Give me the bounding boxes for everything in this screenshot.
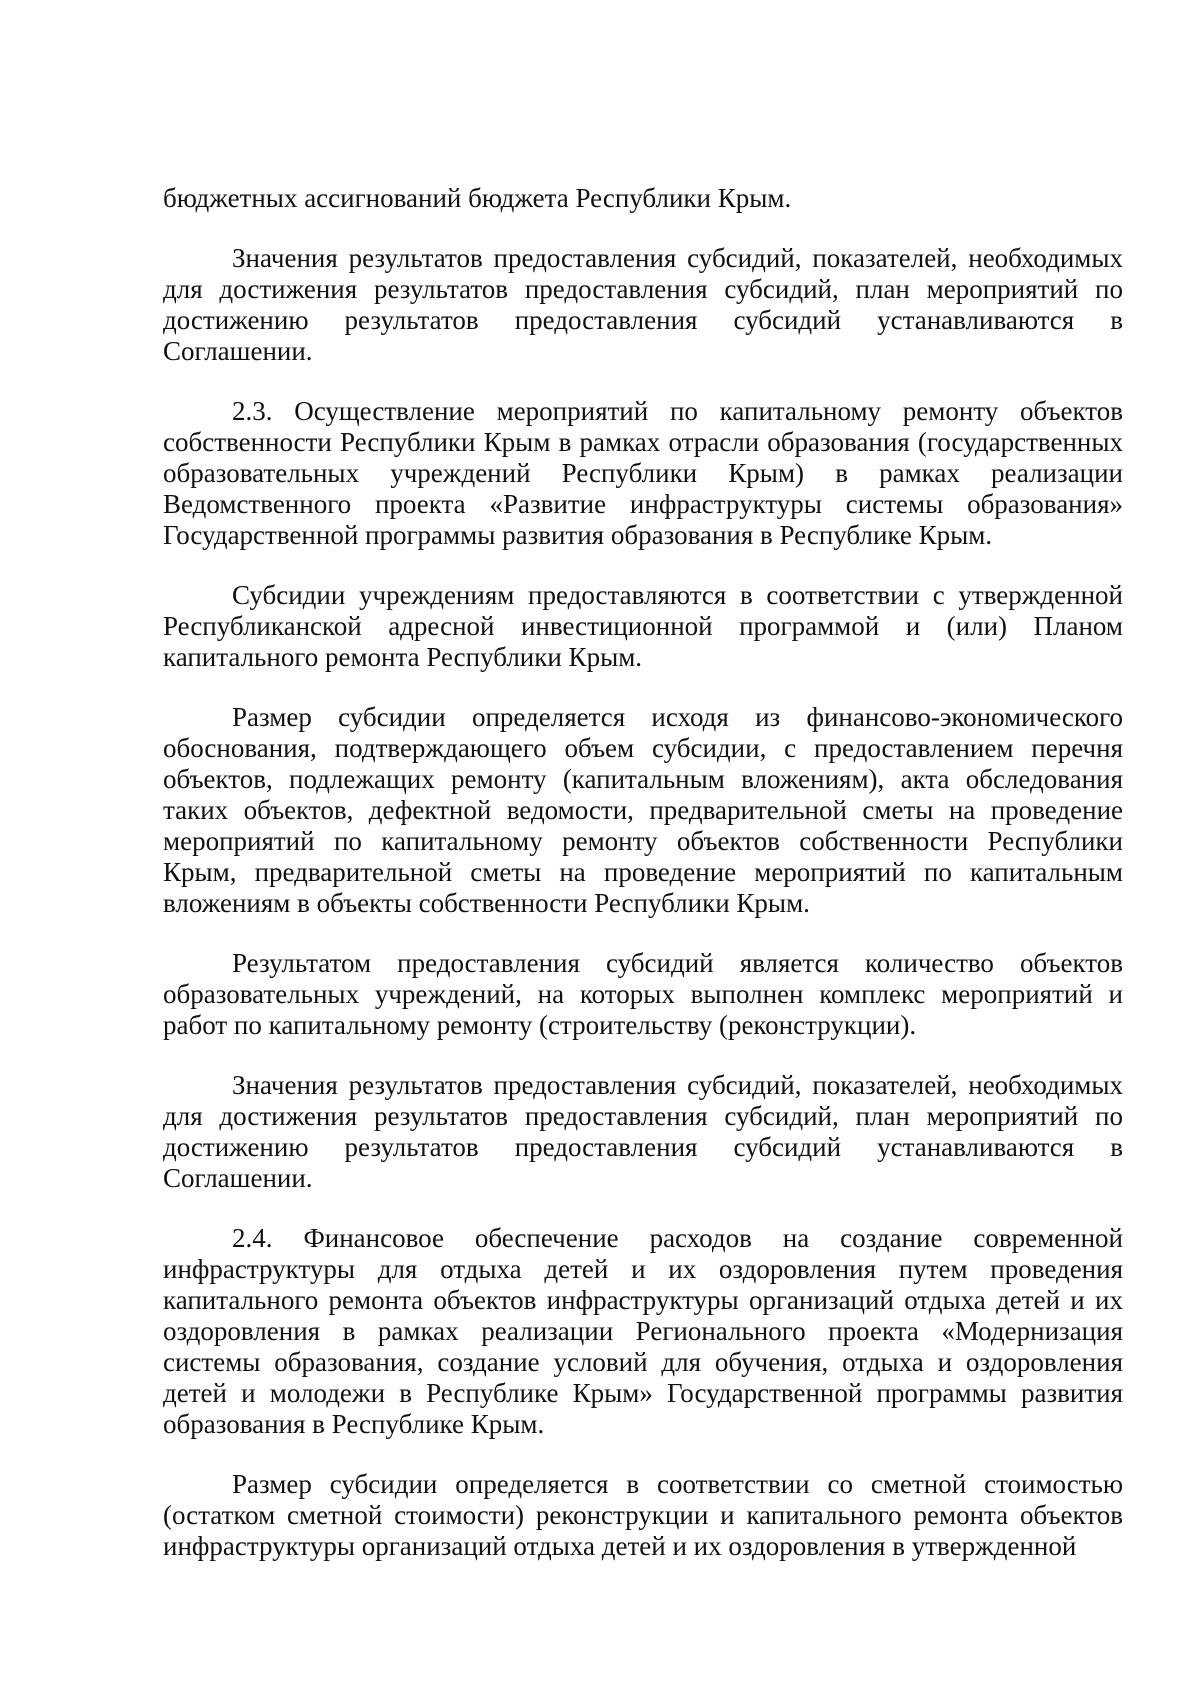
paragraph-indicator-values-1: Значения результатов предоставления субсидий, показателей, необходимых для достижения результатов предоставления субсидий, план мероприятий по достижению результатов предоставления субсидий устанавливаются в Соглашении. xyxy=(163,243,1123,366)
paragraph-budget-continuation: бюджетных ассигнований бюджета Республики Крым. xyxy=(163,183,792,213)
paragraph-subsidies-institutions: Субсидии учреждениям предоставляются в соответствии с утвержденной Республиканской адресной инвестиционной программой и (или) Планом капитального ремонта Республики Крым. xyxy=(163,580,1123,672)
paragraph-subsidy-size-justification: Размер субсидии определяется исходя из финансово-экономического обоснования, подтверждающего объем субсидии, с предоставлением перечня объектов, подлежащих ремонту (капитальным вложениям), акта обследования таких объектов, дефектной ведомости, предварительной сметы на проведение мероприятий по капитальному ремонту объектов собственности Республики Крым, предварительной сметы на проведение мероприятий по капитальным вложениям в объекты собственности Республики Крым. xyxy=(163,702,1123,918)
paragraph-subsidy-result: Результатом предоставления субсидий является количество объектов образовательных учреждений, на которых выполнен комплекс мероприятий и работ по капитальному ремонту (строительству (реконструкции). xyxy=(163,948,1123,1040)
paragraph-subsidy-size-estimate: Размер субсидии определяется в соответствии со сметной стоимостью (остатком сметной стоимости) реконструкции и капитального ремонта объектов инфраструктуры организаций отдыха детей и их оздоровления в утвержденной xyxy=(163,1469,1123,1561)
document-body xyxy=(163,183,1123,1591)
paragraph-section-2-3: 2.3. Осуществление мероприятий по капитальному ремонту объектов собственности Республики Крым в рамках отрасли образования (государственных образовательных учреждений Республики Крым) в рамках реализации Ведомственного проекта «Развитие инфраструктуры системы образования» Государственной программы развития образования в Республике Крым. xyxy=(163,396,1123,550)
paragraph-section-2-4: 2.4. Финансовое обеспечение расходов на создание современной инфраструктуры для отдыха детей и их оздоровления путем проведения капитального ремонта объектов инфраструктуры организаций отдыха детей и их оздоровления в рамках реализации Регионального проекта «Модернизация системы образования, создание условий для обучения, отдыха и оздоровления детей и молодежи в Республике Крым» Государственной программы развития образования в Республике Крым. xyxy=(163,1223,1123,1439)
paragraph-indicator-values-2: Значения результатов предоставления субсидий, показателей, необходимых для достижения результатов предоставления субсидий, план мероприятий по достижению результатов предоставления субсидий устанавливаются в Соглашении. xyxy=(163,1070,1123,1193)
